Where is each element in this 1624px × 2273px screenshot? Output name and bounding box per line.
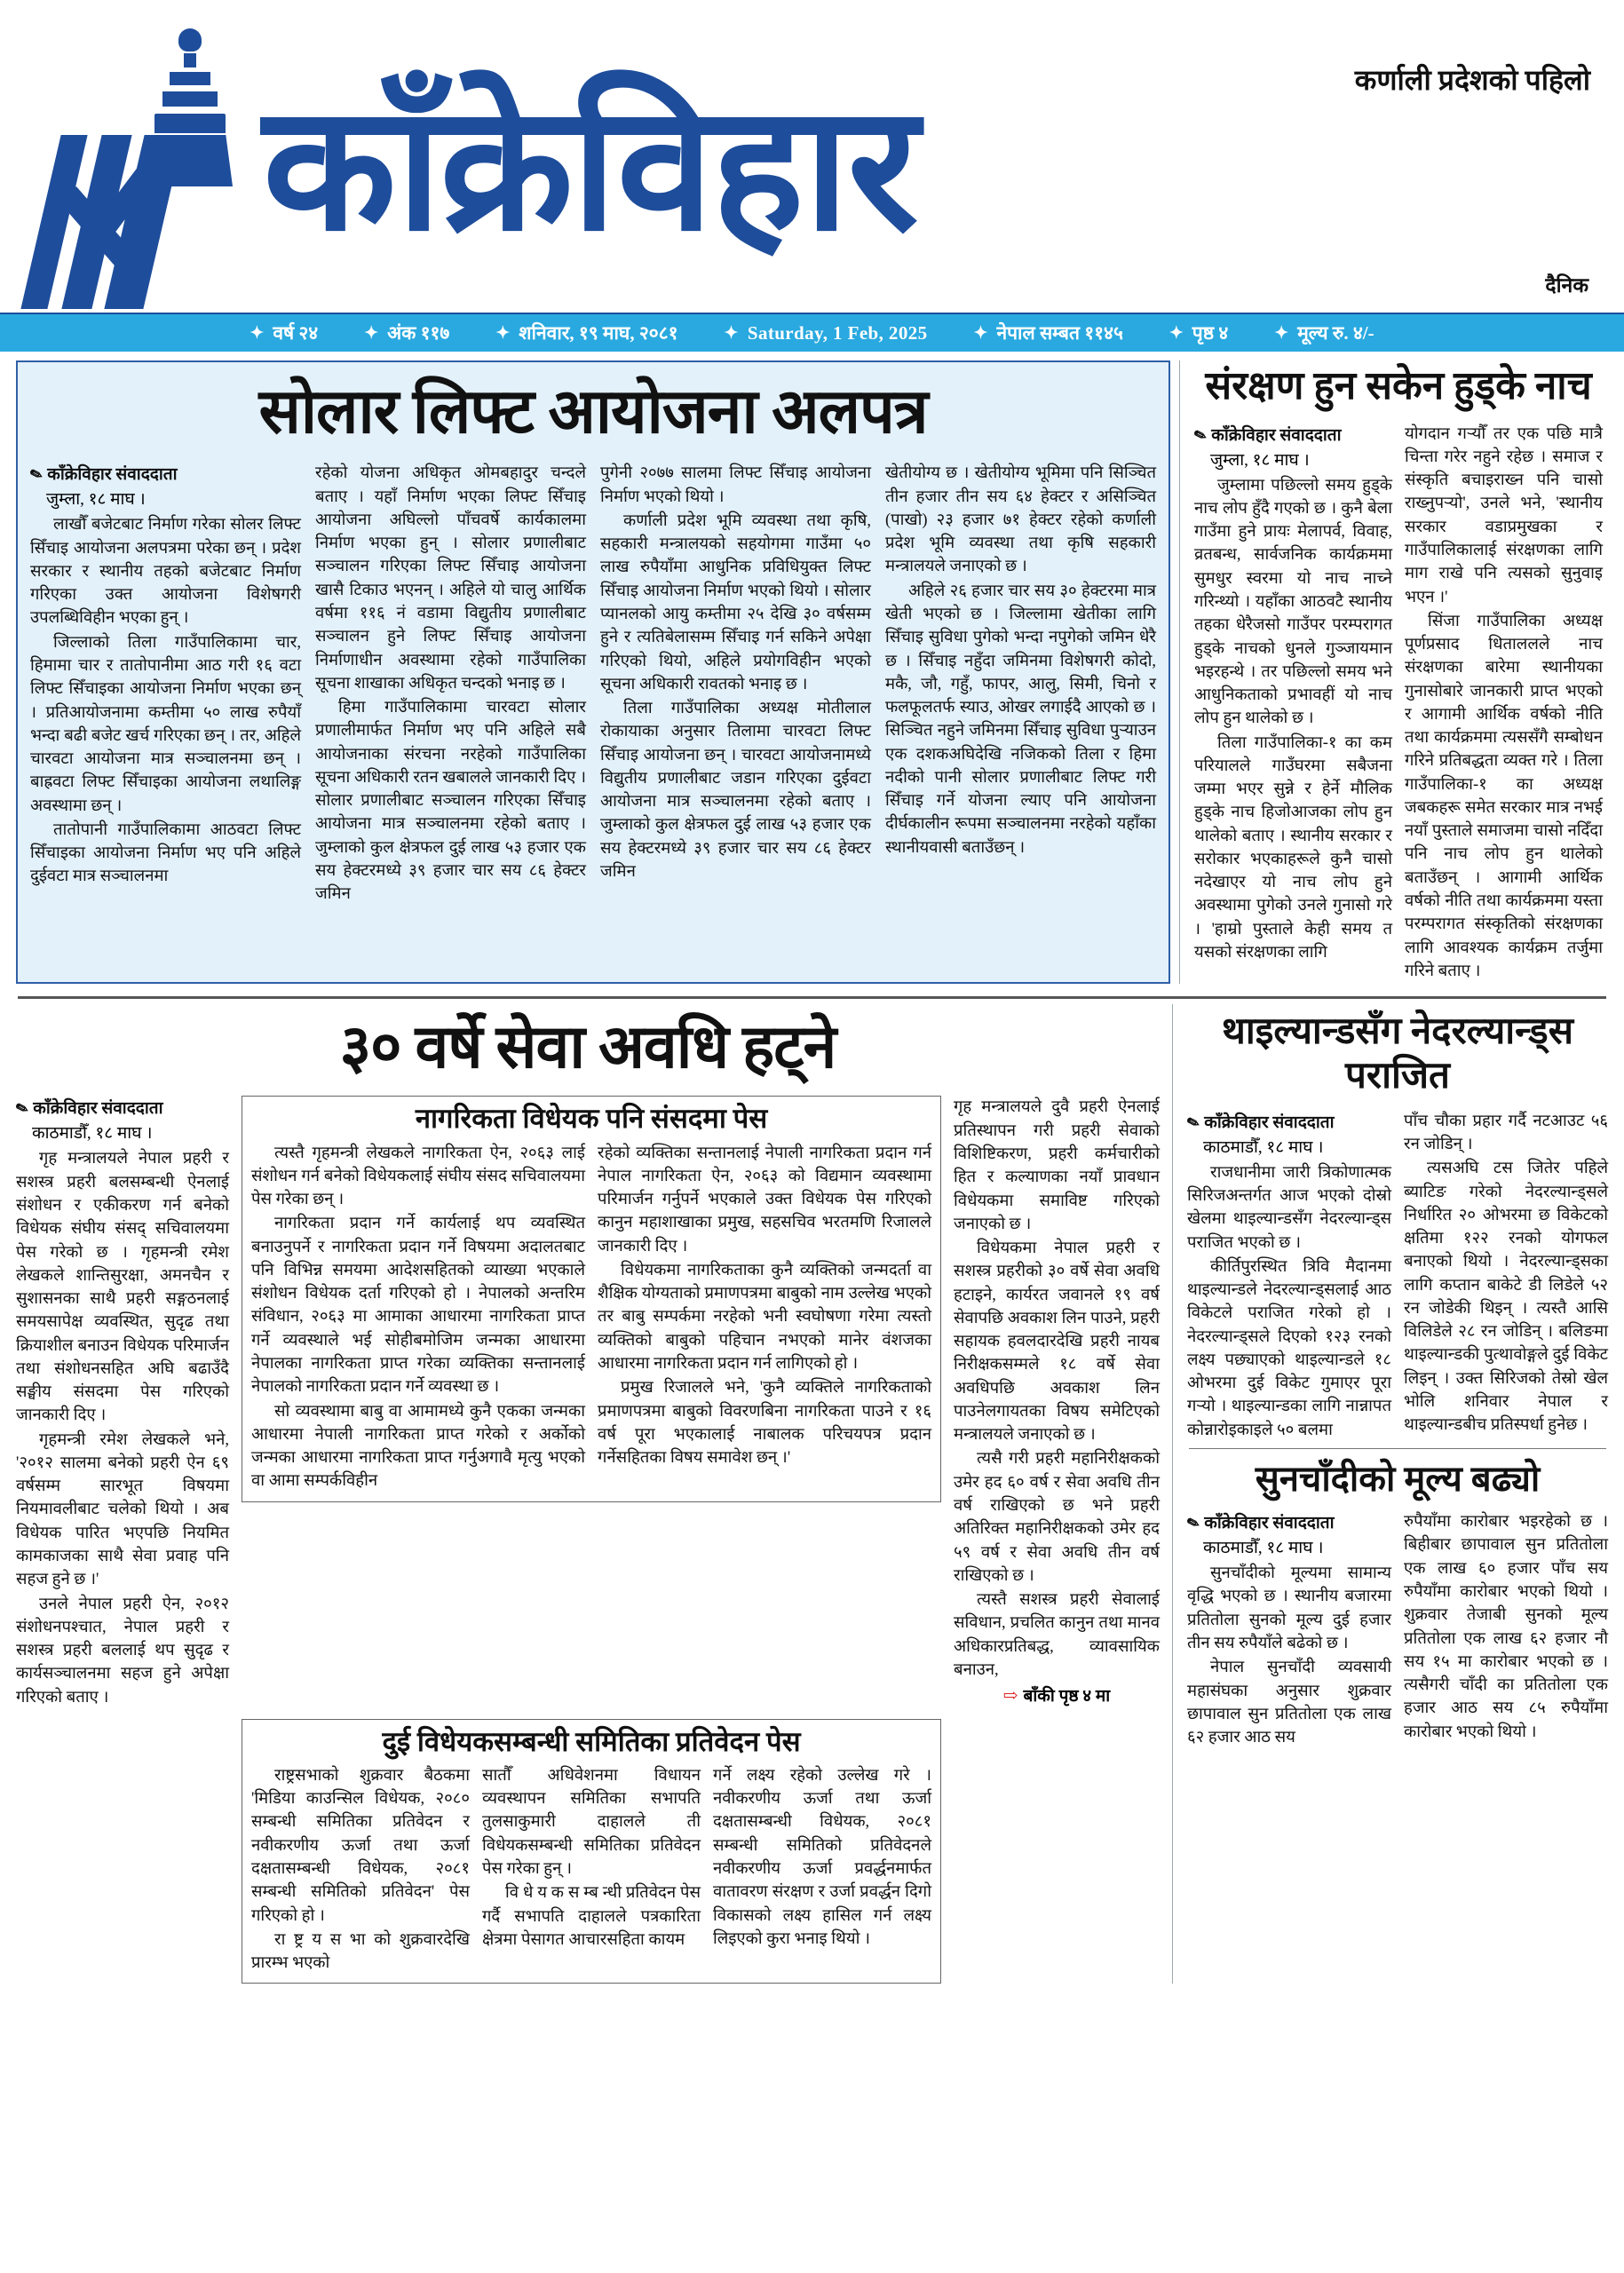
sport-byline-label: काँक्रेविहार संवाददाता: [1204, 1113, 1335, 1132]
right-arrow-icon: ⇨: [1002, 1686, 1018, 1707]
sport-column-1: [1184, 1110, 1391, 1443]
mid-column-4: [954, 1096, 1160, 1709]
citizenship-paragraph: सो व्यवस्थामा बाबु वा आमामध्ये कुनै एकका जन्मका आधारमा नेपाली नागरिकता प्राप्त गरेको र अर्कोको जन्मका आधारमा नागरिकता प्राप्त गर्नुअगावै मृत्यु भएको वा आमा सम्पर्कविहीन: [251, 1402, 585, 1491]
gold-column-1: [1184, 1510, 1391, 1750]
lead-dateline: जुम्ला, १८ माघ ।: [46, 490, 146, 510]
masthead-tagline: कर्णाली प्रदेशको पहिलो: [1354, 64, 1590, 96]
lead-paragraph: तातोपानी गाउँपालिकामा आठवटा लिफ्ट सिँचाइका आयोजना निर्माण भए पनि अहिले दुईवटा मात्र सञ्चालनमा: [30, 820, 301, 886]
citizenship-paragraph: प्रमुख रिजालले भने, 'कुनै व्यक्तिले नागरिकताको प्रमाणपत्रमा बाबुको विवरणबिना नागरिकता पाउने र १६ वर्ष पूरा भएकालाई नाबालक परिचयपत्र प्रदान गर्नेसहितका विषय समावेश छन् ।': [598, 1379, 931, 1468]
sport-byline: [1184, 1110, 1391, 1133]
secondary-dateline: जुम्ला, १८ माघ ।: [1210, 450, 1310, 470]
committee-report-box: [242, 1719, 941, 1984]
citizenship-box-title: नागरिकता विधेयक पनि संसदमा पेस: [415, 1103, 768, 1135]
secondary-column-2: [1405, 423, 1603, 984]
citizenship-paragraph: विधेयकमा नागरिकताका कुनै व्यक्तिको जन्मदर्ता वा शैक्षिक योग्यताको प्रमाणपत्रमा बाबुको नाम उल्लेख भएको तर बाबु सम्पर्कमा नरहेको भनी स्वघोषणा गरेमा त्यस्तो व्यक्तिको बाबुको पहिचान नभएको मानेर वंशजका आधारमा नागरिकता प्रदान गर्न लागिएको हो ।: [598, 1261, 931, 1373]
committee-paragraph: राष्ट्रसभाको शुक्रवार बैठकमा 'मिडिया काउन्सिल विधेयक, २०८० सम्बन्धी समितिका प्रतिवेदन र नवीकरणीय ऊर्जा तथा ऊर्जा दक्षतासम्बन्धी विधेयक, २०८१ सम्बन्धी समितिको प्रतिवेदन' पेस गरिएको हो ।: [251, 1766, 470, 1925]
info-pages-label: पृष्ठ ४: [1192, 322, 1229, 344]
lead-paragraph: तिला गाउँपालिका अध्यक्ष मोतीलाल रोकायाका अनुसार तिलामा चारवटा लिफ्ट सिँचाइ आयोजना छन् । चारवटा आयोजनामध्ये विद्युतीय प्रणालीबाट जडान गरिएका दुईवटा आयोजना मात्र सञ्चालनमा रहेको बताए । जुम्लाको कुल क्षेत्रफल दुई लाख ५३ हजार एक सय हेक्टरमध्ये ३९ हजार चार सय ८६ हेक्टर जमिन: [600, 700, 871, 881]
mid-byline: [13, 1096, 229, 1120]
diamond-bullet-icon: ✦: [495, 323, 511, 343]
secondary-paragraph: जुम्लामा पछिल्लो समय हुड्के नाच लोप हुँदै गएको छ । कुनै बेला गाउँमा हुने प्रायः मेलापर्व, विवाह, व्रतबन्ध, सार्वजनिक कार्यक्रममा सुमधुर स्वरमा यो नाच नाच्ने गरिन्थ्यो । यहाँका आठवटै स्थानीय तहका धेरैजसो गाउँपर परम्परागत हुड्के नाचको धुनले गुञ्जायमान भइरहन्थे । तर पछिल्लो समय भने आधुनिकताको प्रभावहीं यो नाच लोप हुन थालेको छ ।: [1194, 476, 1392, 728]
pen-icon: ✎: [1184, 1113, 1202, 1133]
info-sambat-label: नेपाल सम्बत ११४५: [996, 322, 1123, 344]
lead-paragraph: रहेको योजना अधिकृत ओमबहादुर चन्दले बताए । यहाँ निर्माण भएका लिफ्ट सिँचाइ आयोजना अघिल्लो पाँचवर्षे कार्यकालमा निर्माण भएका हुन् । सोलार प्रणालीबाट सञ्चालन गरिएका लिफ्ट सिँचाइ आयोजना खासै टिकाउ भएनन् । अहिले यो चालु आर्थिक वर्षमा ११६ नं वडामा विद्युतीय प्रणालीबाट सञ्चालन हुने लिफ्ट सिँचाइ आयोजना निर्माणाधीन अवस्थामा रहेको गाउँपालिका सूचना शाखाका अधिकृत चन्दको भनाइ छ ।: [315, 464, 586, 693]
pen-icon: ✎: [1192, 424, 1209, 446]
gold-column-2: [1404, 1510, 1608, 1750]
newspaper-logo-icon: [30, 12, 252, 305]
diamond-bullet-icon: ✦: [1168, 323, 1184, 343]
gold-byline: [1184, 1510, 1391, 1533]
mid-paragraph: त्यसै गरी प्रहरी महानिरीक्षकको उमेर हद ६० वर्ष र सेवा अवधि तीन वर्ष राखिएको छ भने प्रहरी अतिरिक्त महानिरीक्षकको उमेर हद ५९ वर्ष र सेवा अवधि तीन वर्ष राखिएको छ ।: [954, 1450, 1160, 1585]
lead-column-1: [30, 462, 301, 907]
mid-paragraph: गृह मन्त्रालयले नेपाल प्रहरी र सशस्त्र प्रहरी बलसम्बन्धी ऐनलाई संशोधन र एकीकरण गर्न बनेको विधेयक संघीय संसद् सचिवालयमा पेस गरेको छ । गृहमन्त्री रमेश लेखकले शान्तिसुरक्षा, अमनचैन र सुशासनका साथै प्रहरी सङ्गठनलाई समयसापेक्ष व्यवस्थित, सुदृढ तथा क्रियाशील बनाउन विधेयक परिमार्जन तथा संशोधनसहित अघि बढाउँदै सङ्घीय संसदमा पेस गरिएको जानकारी दिए ।: [16, 1150, 229, 1425]
continuation-label: बाँकी पृष्ठ ४ मा: [1023, 1687, 1111, 1707]
info-item-year: [226, 321, 341, 345]
committee-paragraph: सातौँ अधिवेशनमा विधायन व्यवस्थापन समितिका सभापति तुलसाकुमारी दाहालले ती विधेयकसम्बन्धी समितिका प्रतिवेदन पेस गरेका हुन् ।: [482, 1766, 701, 1879]
mid-column-4-spacer: [954, 1719, 1160, 1984]
rail-divider: [1189, 1448, 1606, 1449]
info-item-nepal-sambat: [951, 321, 1146, 345]
mid-zone: [13, 1004, 1608, 1984]
lead-byline: [30, 462, 301, 485]
mid-paragraph: उनले नेपाल प्रहरी ऐन, २०१२ संशोधनपश्चात, नेपाल प्रहरी र सशस्त्र प्रहरी बललाई थप सुदृढ र कार्यसञ्चालनमा सहज हुने अपेक्षा गरिएको बताए ।: [16, 1595, 229, 1707]
diamond-bullet-icon: ✦: [973, 323, 988, 343]
info-year-label: वर्ष २४: [273, 322, 319, 344]
info-item-price: [1251, 321, 1397, 345]
committee-paragraph: वि धे य क स म्ब न्धी प्रतिवेदन पेस गर्दै सभापति दाहालले पत्रकारिता क्षेत्रमा पेसागत आचारसहिता कायम: [482, 1884, 701, 1949]
gold-paragraph: नेपाल सुनचाँदी व्यवसायी महासंघका अनुसार शुक्रवार छापावाल सुन प्रतितोला एक लाख ६२ हजार आठ सय: [1187, 1659, 1391, 1747]
sport-paragraph: राजधानीमा जारी त्रिकोणात्मक सिरिजअन्तर्गत आज भएको दोस्रो खेलमा थाइल्यान्डसँग नेदरल्यान्ड्स पराजित भएको छ ।: [1187, 1163, 1391, 1252]
top-zone: [16, 360, 1608, 984]
mid-paragraph: त्यस्तै सशस्त्र प्रहरी सेवालाई सविधान, प्रचलित कानुन तथा मानव अधिकारप्रतिबद्ध, व्यावसायिक बनाउन,: [954, 1591, 1160, 1679]
gold-dateline: काठमाडौँ, १८ माघ ।: [1203, 1539, 1324, 1558]
masthead-daily-label: दैनिक: [1545, 274, 1588, 297]
info-item-issue: [341, 321, 472, 345]
mid-paragraph: विधेयकमा नेपाल प्रहरी र सशस्त्र प्रहरीको ३० वर्षे सेवा अवधि हटाइने, कार्यरत जवानले १९ वर्ष सेवापछि अवकाश लिन पाउने, प्रहरी सहायक हवलदारदेखि प्रहरी नायब निरीक्षकसम्मले १८ वर्षे सेवा अवधिपछि अवकाश लिन पाउनेलगायतका विषय समेटिएको मन्त्रालयले जनाएको छ ।: [954, 1239, 1160, 1445]
citizenship-paragraph: नागरिकता प्रदान गर्ने कार्यलाई थप व्यवस्थित बनाउनुपर्ने र नागरिकता प्रदान गर्ने विषयमा अदालतबाट पनि विभिन्न समयमा आदेशसहितको व्याख्या भएकाले संशोधन विधेयक दर्ता गरिएको हो । नेपालको अन्तरिम संविधान, २०६३ मा आमाका आधारमा नागरिकता प्राप्त गर्ने व्यवस्थाले भई सोहीबमोजिम जन्मका आधारमा नेपालका नागरिकता प्राप्त गरेका व्यक्तिका सन्तानलाई नेपालको नागरिकता प्रदान गर्ने व्यवस्था छ ।: [251, 1215, 585, 1397]
citizenship-column-2: [598, 1142, 931, 1494]
diamond-bullet-icon: ✦: [364, 323, 379, 343]
sport-column-2: [1404, 1110, 1608, 1443]
mid-headline: ३० वर्षे सेवा अवधि हट्ने: [339, 1013, 836, 1081]
mid-column-1: [13, 1096, 229, 1709]
masthead: [0, 0, 1624, 313]
citizenship-paragraph: रहेको व्यक्तिका सन्तानलाई नेपाली नागरिकता प्रदान गर्न नेपाल नागरिकता ऐन, २०६३ को विद्यमान व्यवस्थामा परिमार्जन गर्नुपर्ने भएकाले उक्त विधेयक पेस गरिएको कानुन महाशाखाका प्रमुख, सहसचिव भरतमणि रिजालले जानकारी दिए ।: [598, 1144, 931, 1255]
committee-column-3: [713, 1764, 931, 1976]
committee-column-1: [251, 1764, 470, 1976]
mid-paragraph: गृह मन्त्रालयले दुवै प्रहरी ऐनलाई प्रतिस्थापन गरी प्रहरी सेवाको विशिष्टिकरण, प्रहरी कर्मचारीको हित र कल्याणका नयाँ प्रावधान विधेयकमा समाविष्ट गरिएको जनाएको छ ।: [954, 1098, 1160, 1233]
sport-headline: थाइल्यान्डसँग नेदरल्यान्ड्स पराजित: [1222, 1011, 1573, 1097]
pen-icon: ✎: [28, 464, 45, 486]
lead-paragraph: पुगेनी २०७७ सालमा लिफ्ट सिँचाइ आयोजना निर्माण भएको थियो ।: [600, 464, 871, 506]
police-bill-article: [13, 1004, 1172, 1984]
committee-paragraph: गर्ने लक्ष्य रहेको उल्लेख गरे । नवीकरणीय ऊर्जा तथा ऊर्जा दक्षतासम्बन्धी विधेयक, २०८१ सम्बन्धी समितिको प्रतिवेदनले नवीकरणीय ऊर्जा प्रवर्द्धनमार्फत वातावरण संरक्षण र उर्जा प्रवर्द्धन दिगो विकासको लक्ष्य हासिल गर्न लक्ष्य लिइएको कुरा भनाइ थियो ।: [713, 1766, 931, 1948]
pen-icon: ✎: [13, 1098, 31, 1120]
lead-article: [16, 360, 1170, 984]
right-rail: [1172, 1004, 1608, 1984]
lead-paragraph: हिमा गाउँपालिकामा चारवटा सोलार प्रणालीमार्फत निर्माण भए पनि अहिले सबै आयोजनाका संरचना नरहेको गाउँपालिका सूचना अधिकारी रतन खबालले जानकारी दिए । सोलार प्रणालीबाट सञ्चालन गरिएका सिँचाइ आयोजना मात्र सञ्चालनमा रहेको बताए । जुम्लाको कुल क्षेत्रफल दुई लाख ५३ हजार एक सय हेक्टरमध्ये ३९ हजार चार सय ८६ हेक्टर जमिन: [315, 699, 586, 904]
diamond-bullet-icon: ✦: [724, 323, 739, 343]
diamond-bullet-icon: ✦: [1274, 323, 1289, 343]
info-issue-label: अंक ११७: [387, 322, 450, 344]
mid-byline-label: काँक्रेविहार संवाददाता: [33, 1099, 163, 1119]
issue-info-bar: [0, 313, 1624, 352]
secondary-headline: संरक्षण हुन सकेन हुड्के नाच: [1205, 364, 1592, 408]
lead-column-3: [600, 462, 871, 907]
diamond-bullet-icon: ✦: [250, 323, 265, 343]
sport-dateline: काठमाडौँ, १८ माघ ।: [1203, 1137, 1324, 1157]
k-monogram-icon: [36, 135, 249, 309]
secondary-byline-label: काँक्रेविहार संवाददाता: [1211, 425, 1342, 445]
secondary-byline: [1194, 423, 1392, 446]
info-date-en-label: Saturday, 1 Feb, 2025: [747, 321, 928, 344]
gold-paragraph: सुनचाँदीको मूल्यमा सामान्य वृद्धि भएको छ । स्थानीय बजारमा प्रतितोला सुनको मूल्य दुई हजार तीन सय रुपैयाँले बढेको छ ।: [1187, 1564, 1391, 1652]
info-date-np-label: शनिवार, १९ माघ, २०८१: [519, 322, 678, 344]
citizenship-paragraph: त्यस्तै गृहमन्त्री लेखकले नागरिकता ऐन, २०६३ लाई संशोधन गर्न बनेको विधेयकलाई संघीय संसद सचिवालयमा पेस गरेका छन् ।: [251, 1144, 585, 1209]
mid-column-1-spacer: [16, 1719, 229, 1984]
info-price-label: मूल्य रु. ४/-: [1297, 322, 1374, 344]
sport-paragraph: पाँच चौका प्रहार गर्दै नटआउट ५६ रन जोडिन् ।: [1404, 1112, 1608, 1154]
secondary-paragraph: सिंजा गाउँपालिका अध्यक्ष पूर्णप्रसाद धिताललले नाच संरक्षणका बारेमा स्थानीयका गुनासोबारे जानकारी प्राप्त भएको र आगामी आर्थिक वर्षको नीति तथा कार्यक्रममा त्यससँगै सम्बोधन गरिने प्रतिबद्धता व्यक्त गरे । तिला गाउँपालिका-१ का अध्यक्ष जबकहरू समेत सरकार मात्र नभई नयाँ पुस्ताले समाजमा चासो नदिँदा पनि नाच लोप हुन थालेको बताउँछन् । आगामी आर्थिक वर्षको नीति तथा कार्यक्रममा यस्ता परम्परागत संस्कृतिको संरक्षणका लागि आवश्यक कार्यक्रम तर्जुमा गरिने बताए ।: [1405, 612, 1603, 980]
lead-paragraph: खेतीयोग्य छ । खेतीयोग्य भूमिमा पनि सिञ्चित तीन हजार तीन सय ६४ हेक्टर र असिञ्चित (पाखो) २३ हजार ७१ हेक्टर रहेको कर्णाली प्रदेश भूमि व्यवस्था तथा कृषि सहकारी मन्त्रालयले जनाएको छ ।: [885, 464, 1156, 576]
page-content: [0, 352, 1624, 1991]
info-item-date-np: [472, 321, 701, 345]
section-divider: [18, 996, 1606, 999]
lead-paragraph: अहिले २६ हजार चार सय ३० हेक्टरमा मात्र खेती भएको छ । जिल्लामा खेतीका लागि सिँचाइ सुविधा पुगेको भन्दा नपुगेको जमिन धेरै छ । सिँचाइ नहुँदा जमिनमा विशेषगरी कोदो, मकै, जौ, गहुँ, फापर, आलु, सिमी, चिनो र फलफूलतर्फ स्याउ, ओखर लगाईदै आएको छ । सिञ्चित नहुने जमिनमा सिँचाइ सुविधा पुर्‍याउन एक दशकअघिदेखि नजिकको तिला र हिमा नदीको पानी सोलार प्रणालीबाट लिफ्ट गरी सिँचाइ गर्ने योजना ल्याए पनि आयोजना दीर्घकालीन रूपमा सञ्चालनमा नरहेको यहाँका स्थानीयवासी बताउँछन् ।: [885, 582, 1156, 857]
lead-headline: सोलार लिफ्ट आयोजना अलपत्र: [258, 378, 928, 447]
secondary-column-1: [1194, 423, 1392, 984]
mid-paragraph: गृहमन्त्री रमेश लेखकले भने, '२०१२ सालमा बनेको प्रहरी ऐन ६९ वर्षसम्म सारभूत विषयमा नियमावलीबाट चलेको थियो । अब विधेयक पारित भएपछि नियमित कामकाजका साथै सेवा प्रवाह पनि सहज हुने छ ।': [16, 1430, 229, 1589]
continuation-marker[interactable]: [954, 1683, 1160, 1707]
citizenship-column-1: [251, 1142, 585, 1494]
info-item-pages: [1146, 321, 1251, 345]
citizenship-bill-box: [242, 1096, 941, 1709]
mid-dateline: काठमाडौँ, १८ माघ ।: [32, 1124, 153, 1144]
committee-column-2: [482, 1764, 701, 1976]
page-title: काँक्रेविहार: [263, 74, 917, 266]
sport-paragraph: कीर्तिपुरस्थित त्रिवि मैदानमा थाइल्यान्डले नेदरल्यान्ड्सलाई आठ विकेटले पराजित गरेको हो । नेदरल्यान्ड्सले दिएको १२३ रनको लक्ष्य पछ्याएको थाइल्यान्डले १८ ओभरमा दुई विकेट गुमाएर पूरा गर्‍यो । थाइल्यान्डका लागि नान्नापत कोन्नारोइकाइले ५० बलमा: [1187, 1257, 1391, 1439]
lead-paragraph: जिल्लाको तिला गाउँपालिकामा चार, हिमामा चार र तातोपानीमा आठ गरी १६ वटा लिफ्ट सिँचाइका आयोजना निर्माण भएका छन् । प्रतिआयोजनामा कम्तीमा ५० लाख रुपैयाँ भन्दा बढी बजेट खर्च गरिएका छन् । तर, अहिले चारवटा आयोजना मात्र सञ्चालनमा छन् । बाह्रवटा लिफ्ट सिँचाइका आयोजना लथालिङ्ग अवस्थामा छन् ।: [30, 633, 301, 815]
sport-paragraph: त्यसअघि टस जितेर पहिले ब्याटिङ गरेको नेदरल्यान्ड्सले निर्धारित २० ओभरमा छ विकेटको क्षतिमा १२२ रनको योगफल बनाएको थियो । नेदरल्यान्ड्सका लागि कप्तान बाकेटे डी लिडेले ५२ रन जोडेकी थिइन् । त्यस्तै आसि विलिडेले २८ रन जोडिन् । बलिङमा थाइल्यान्डकी पुत्थावोङ्गले दुई विकेट लिइन् । उक्त सिरिजको तेस्रो खेल भोलि शनिवार नेपाल र थाइल्यान्डबीच प्रतिस्पर्धा हुनेछ ।: [1404, 1160, 1608, 1435]
lead-column-4: [885, 462, 1156, 907]
secondary-paragraph: तिला गाउँपालिका-१ का कम परियालले गाउँघरमा सबैजना जम्मा भएर सुन्ने र हेर्ने मौलिक हुड्के नाच हिजोआजका लोप हुन थालेको बताए । स्थानीय सरकार र सरोकार भएकाहरूले कुनै चासो नदेखाएर यो नाच लोप हुने अवस्थामा पुगेको उनले गुनासो गरे । 'हाम्रो पुस्ताले केही समय त यसको संरक्षणका लागि: [1194, 733, 1392, 962]
gold-headline: सुनचाँदीको मूल्य बढ्यो: [1255, 1459, 1541, 1500]
lead-column-2: [315, 462, 586, 907]
gold-paragraph: रुपैयाँमा कारोबार भइरहेको छ । बिहीबार छापावाल सुन प्रतितोला एक लाख ६० हजार पाँच सय रुपैयाँमा कारोबार भएको थियो । शुक्रवार तेजाबी सुनको मूल्य प्रतितोला एक लाख ६२ हजार नौ सय १५ मा कारोबार भएको छ । त्यसैगरी चाँदी का प्रतितोला एक हजार आठ सय ८५ रुपैयाँमा कारोबार भएको थियो ।: [1404, 1513, 1608, 1741]
gold-price-article: [1184, 1458, 1608, 1750]
pen-icon: ✎: [1184, 1513, 1202, 1533]
lead-byline-label: काँक्रेविहार संवाददाता: [47, 465, 178, 485]
secondary-paragraph: योगदान गर्‍यौँ तर एक पछि मात्रै चिन्ता गरेर नहुने रहेछ । समाज र संस्कृति बचाइराख्न पनि चासो राख्नुपर्‍यो', उनले भने, 'स्थानीय सरकार वडाप्रमुखका र गाउँपालिकालाई संरक्षणका लागि माग राखे पनि त्यसको सुनुवाइ भएन ।': [1405, 424, 1603, 606]
lead-paragraph: लाखौँ बजेटबाट निर्माण गरेका सोलर लिफ्ट सिँचाइ आयोजना अलपत्रमा परेका छन् । प्रदेश सरकार र स्थानीय तहको बजेटबाट निर्माण गरिएका उक्त आयोजना विशेषगरी उपलब्धिविहीन भएका हुन् ।: [30, 516, 301, 628]
committee-paragraph: रा ष्ट्र य स भा को शुक्रवारदेखि प्रारम्भ भएको: [251, 1930, 470, 1973]
info-item-date-en: [701, 322, 951, 345]
sport-article: [1184, 1010, 1608, 1443]
lead-paragraph: कर्णाली प्रदेश भूमि व्यवस्था तथा कृषि, सहकारी मन्त्रालयको सहयोगमा गाउँमा ५० लाख रुपैयाँमा आधुनिक प्रविधियुक्त लिफ्ट सिँचाइ आयोजना निर्माण भएको थियो । सोलार प्यानलको आयु कम्तीमा २५ देखि ३० वर्षसम्म हुने र त्यतिबेलासम्म सिँचाइ गर्न सकिने अपेक्षा गरिएको थियो, अहिले प्रयोगविहीन भएको सूचना अधिकारी रावतको भनाइ छ ।: [600, 511, 871, 693]
secondary-article: [1179, 360, 1608, 984]
committee-box-title: दुई विधेयकसम्बन्धी समितिका प्रतिवेदन पेस: [382, 1725, 801, 1757]
gold-byline-label: काँक्रेविहार संवाददाता: [1204, 1514, 1335, 1533]
